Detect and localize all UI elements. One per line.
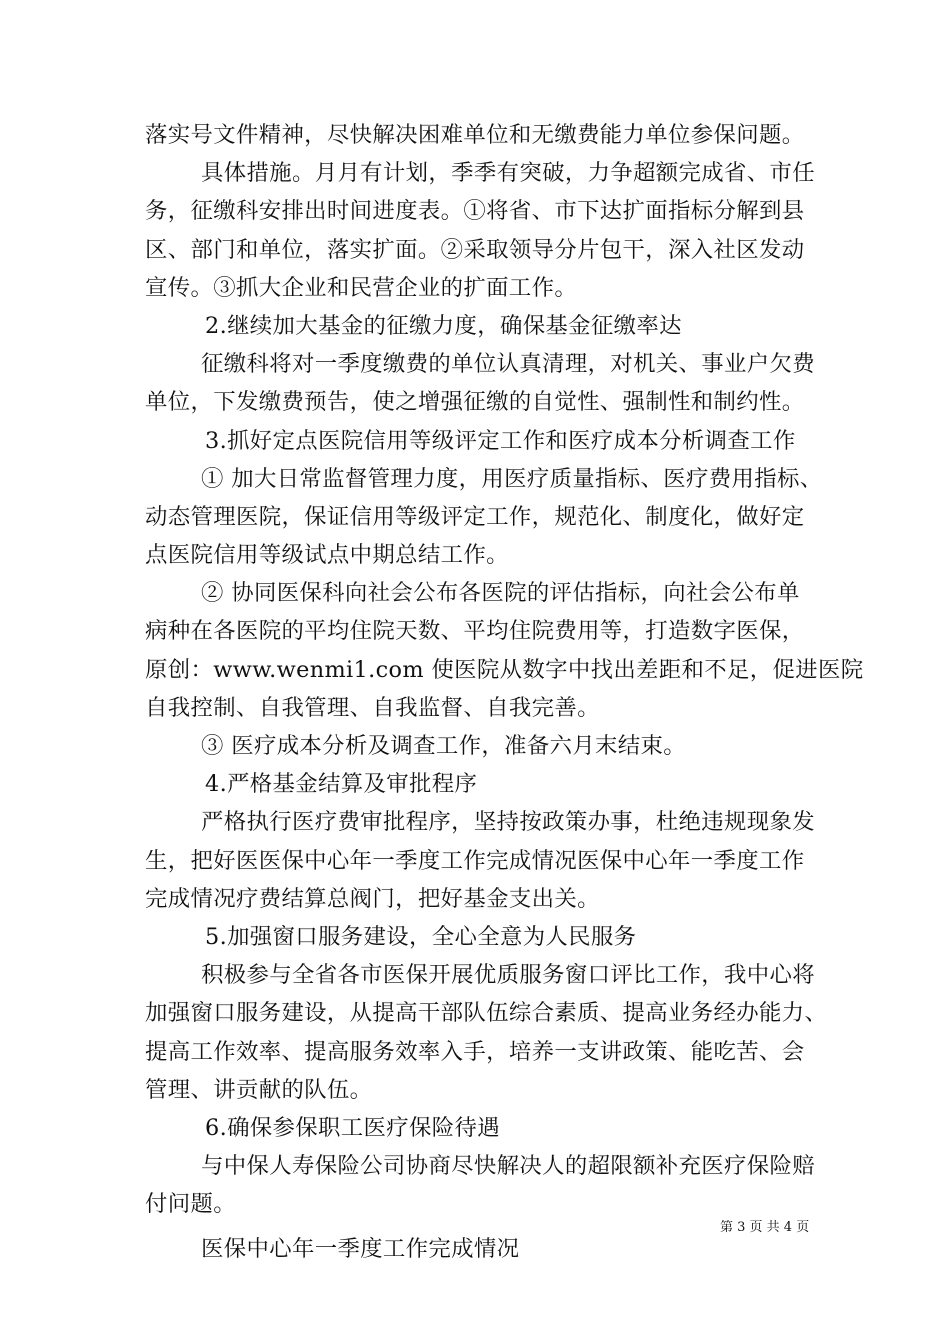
- paragraph-line: 具体措施。月月有计划，季季有突破，力争超额完成省、市任: [201, 160, 815, 187]
- paragraph-line: 生，把好医医保中心年一季度工作完成情况医保中心年一季度工作: [145, 847, 805, 874]
- paragraph-line: 严格执行医疗费审批程序，坚持按政策办事，杜绝违规现象发: [201, 809, 815, 836]
- paragraph-line: 原创：www.wenmi1.com 使医院从数字中找出差距和不足，促进医院: [145, 656, 864, 683]
- paragraph-line: 管理、讲贡献的队伍。: [145, 1076, 373, 1103]
- section-heading: 2.继续加大基金的征缴力度，确保基金征缴率达: [205, 312, 682, 339]
- paragraph-line: 征缴科将对一季度缴费的单位认真清理，对机关、事业户欠费: [201, 351, 815, 378]
- paragraph-line: 动态管理医院，保证信用等级评定工作，规范化、制度化，做好定: [145, 503, 805, 530]
- paragraph-line: 积极参与全省各市医保开展优质服务窗口评比工作，我中心将: [201, 962, 815, 989]
- paragraph-line: 自我控制、自我管理、自我监督、自我完善。: [145, 694, 600, 721]
- section-heading: 4.严格基金结算及审批程序: [205, 771, 478, 798]
- paragraph-line: 务，征缴科安排出时间进度表。①将省、市下达扩面指标分解到县: [145, 198, 805, 225]
- section-heading: 6.确保参保职工医疗保险待遇: [205, 1114, 500, 1141]
- section-heading: 3.抓好定点医院信用等级评定工作和医疗成本分析调查工作: [205, 427, 796, 454]
- paragraph-line: 与中保人寿保险公司协商尽快解决人的超限额补充医疗保险赔: [201, 1153, 815, 1180]
- paragraph-line: 付问题。: [145, 1191, 236, 1218]
- paragraph-line: 单位，下发缴费预告，使之增强征缴的自觉性、强制性和制约性。: [145, 389, 805, 416]
- paragraph-line: 点医院信用等级试点中期总结工作。: [145, 542, 509, 569]
- paragraph-line: 提高工作效率、提高服务效率入手，培养一支讲政策、能吃苦、会: [145, 1038, 805, 1065]
- document-body: [145, 116, 864, 1269]
- paragraph-line: 落实号文件精神，尽快解决困难单位和无缴费能力单位参保问题。: [145, 122, 805, 148]
- paragraph-line: 区、部门和单位，落实扩面。②采取领导分片包干，深入社区发动: [145, 236, 805, 263]
- paragraph-line: 医保中心年一季度工作完成情况: [201, 1236, 520, 1263]
- paragraph-line: ③ 医疗成本分析及调查工作，准备六月末结束。: [201, 733, 687, 759]
- paragraph-line: ② 协同医保科向社会公布各医院的评估指标，向社会公布单: [201, 580, 800, 607]
- section-heading: 5.加强窗口服务建设，全心全意为人民服务: [205, 923, 637, 950]
- paragraph-line: 宣传。③抓大企业和民营企业的扩面工作。: [145, 274, 578, 301]
- paragraph-line: ① 加大日常监督管理力度，用医疗质量指标、医疗费用指标、: [201, 465, 823, 492]
- page-number: 第 3 页 共 4 页: [720, 1220, 810, 1235]
- paragraph-line: 病种在各医院的平均住院天数、平均住院费用等，打造数字医保，: [145, 618, 805, 645]
- paragraph-line: 加强窗口服务建设，从提高干部队伍综合素质、提高业务经办能力、: [145, 1000, 828, 1027]
- paragraph-line: 完成情况疗费结算总阀门，把好基金支出关。: [145, 885, 600, 912]
